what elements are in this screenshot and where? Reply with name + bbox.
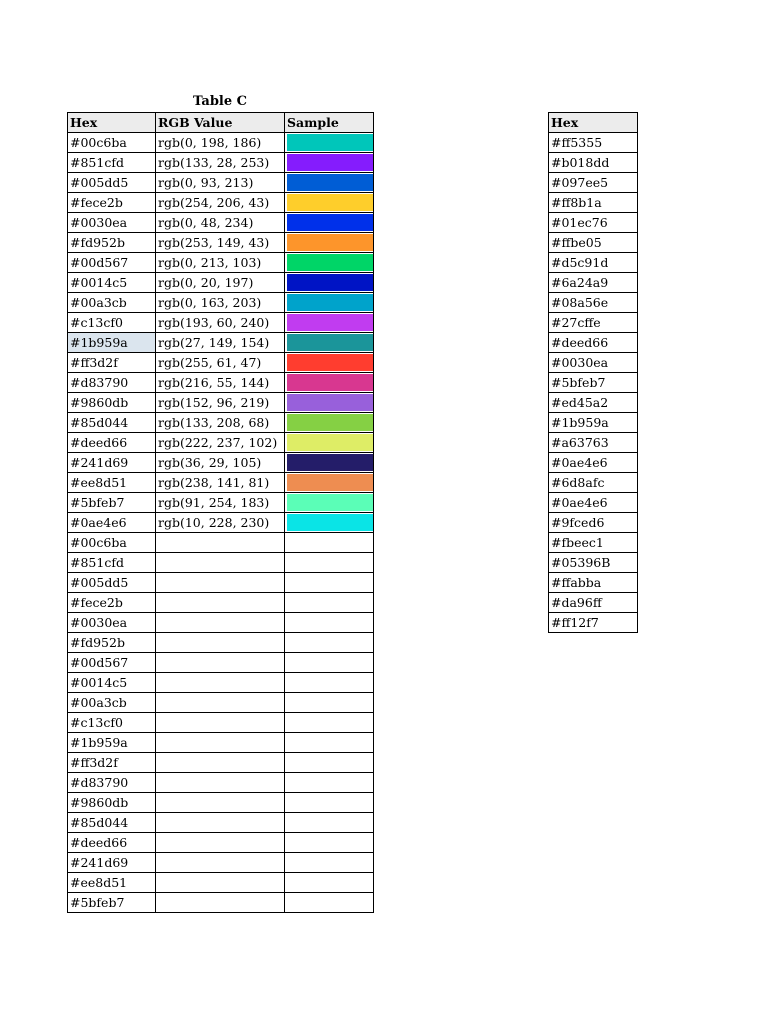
hex-cell[interactable]: #fece2b	[68, 193, 156, 213]
hex-list-cell[interactable]: #0ae4e6	[549, 453, 638, 473]
rgb-value-cell[interactable]: rgb(0, 48, 234)	[156, 213, 285, 233]
list-item	[549, 253, 638, 273]
hex-list-cell[interactable]: #a63763	[549, 433, 638, 453]
hex-cell[interactable]: #fd952b	[68, 233, 156, 253]
rgb-value-cell[interactable]: rgb(254, 206, 43)	[156, 193, 285, 213]
rgb-value-cell[interactable]	[156, 573, 285, 593]
hex-cell[interactable]: #0014c5	[68, 673, 156, 693]
sample-cell[interactable]	[285, 773, 374, 793]
table-row	[68, 613, 374, 633]
list-item	[549, 173, 638, 193]
sample-cell[interactable]	[285, 333, 374, 353]
hex-cell[interactable]: #00a3cb	[68, 693, 156, 713]
color-swatch	[287, 254, 373, 271]
hex-list-cell[interactable]: #deed66	[549, 333, 638, 353]
list-item	[549, 413, 638, 433]
sample-cell[interactable]	[285, 893, 374, 913]
sample-cell[interactable]	[285, 813, 374, 833]
hex-cell[interactable]: #241d69	[68, 453, 156, 473]
header-sample: Sample	[285, 113, 374, 133]
hex-cell[interactable]: #00d567	[68, 253, 156, 273]
rgb-value-cell[interactable]	[156, 673, 285, 693]
sample-cell[interactable]	[285, 793, 374, 813]
color-swatch	[287, 334, 373, 351]
hex-list-cell[interactable]: #5bfeb7	[549, 373, 638, 393]
hex-list-cell[interactable]: #ff12f7	[549, 613, 638, 633]
hex-list-cell[interactable]: #27cffe	[549, 313, 638, 333]
rgb-value-cell[interactable]: rgb(0, 213, 103)	[156, 253, 285, 273]
hex-cell[interactable]: #85d044	[68, 813, 156, 833]
color-swatch	[287, 414, 373, 431]
hex-cell[interactable]: #d83790	[68, 773, 156, 793]
list-item	[549, 333, 638, 353]
table-c-title: Table C	[192, 94, 248, 109]
hex-cell[interactable]: #5bfeb7	[68, 493, 156, 513]
rgb-value-cell[interactable]	[156, 593, 285, 613]
color-swatch	[287, 374, 373, 391]
rgb-value-cell[interactable]: rgb(222, 237, 102)	[156, 433, 285, 453]
table-row	[68, 673, 374, 693]
list-item	[549, 393, 638, 413]
table-row	[68, 193, 374, 213]
hex-list-cell[interactable]: #fbeec1	[549, 533, 638, 553]
sample-cell[interactable]	[285, 673, 374, 693]
rgb-value-cell[interactable]: rgb(238, 141, 81)	[156, 473, 285, 493]
sample-cell[interactable]	[285, 173, 374, 193]
list-item	[549, 153, 638, 173]
sample-cell[interactable]	[285, 373, 374, 393]
list-item	[549, 133, 638, 153]
list-item	[549, 313, 638, 333]
sample-cell[interactable]	[285, 133, 374, 153]
table-row	[68, 853, 374, 873]
hex-cell[interactable]: #00a3cb	[68, 293, 156, 313]
table-row	[68, 833, 374, 853]
sample-cell[interactable]	[285, 273, 374, 293]
rgb-value-cell[interactable]: rgb(253, 149, 43)	[156, 233, 285, 253]
sample-cell[interactable]	[285, 653, 374, 673]
hex-cell[interactable]: #ee8d51	[68, 473, 156, 493]
hex-cell[interactable]: #ff3d2f	[68, 753, 156, 773]
table-row	[68, 733, 374, 753]
table-row	[68, 293, 374, 313]
hex-cell[interactable]: #851cfd	[68, 553, 156, 573]
color-swatch	[287, 294, 373, 311]
hex-cell[interactable]: #0014c5	[68, 273, 156, 293]
rgb-value-cell[interactable]	[156, 733, 285, 753]
list-item	[549, 273, 638, 293]
table-row	[68, 873, 374, 893]
hex-cell[interactable]: #9860db	[68, 393, 156, 413]
sample-cell[interactable]	[285, 593, 374, 613]
rgb-value-cell[interactable]: rgb(152, 96, 219)	[156, 393, 285, 413]
rgb-value-cell[interactable]: rgb(133, 208, 68)	[156, 413, 285, 433]
rgb-value-cell[interactable]: rgb(36, 29, 105)	[156, 453, 285, 473]
sample-cell[interactable]	[285, 253, 374, 273]
hex-list-table	[548, 112, 638, 633]
rgb-value-cell[interactable]: rgb(10, 228, 230)	[156, 513, 285, 533]
list-item	[549, 213, 638, 233]
table-row	[68, 473, 374, 493]
hex-list-header-row	[549, 113, 638, 133]
list-item	[549, 433, 638, 453]
hex-list-cell[interactable]: #ffabba	[549, 573, 638, 593]
hex-cell[interactable]: #fd952b	[68, 633, 156, 653]
table-row	[68, 273, 374, 293]
list-item	[549, 593, 638, 613]
sample-cell[interactable]	[285, 753, 374, 773]
hex-cell[interactable]: #005dd5	[68, 573, 156, 593]
hex-list-cell[interactable]: #ffbe05	[549, 233, 638, 253]
table-row	[68, 393, 374, 413]
rgb-value-cell[interactable]: rgb(91, 254, 183)	[156, 493, 285, 513]
list-item	[549, 293, 638, 313]
table-row	[68, 413, 374, 433]
hex-list-cell[interactable]: #b018dd	[549, 153, 638, 173]
rgb-value-cell[interactable]	[156, 693, 285, 713]
hex-cell[interactable]: #005dd5	[68, 173, 156, 193]
table-row	[68, 333, 374, 353]
list-item	[549, 373, 638, 393]
rgb-value-cell[interactable]	[156, 773, 285, 793]
table-row	[68, 813, 374, 833]
list-item	[549, 553, 638, 573]
hex-list-cell[interactable]: #097ee5	[549, 173, 638, 193]
table-row	[68, 793, 374, 813]
hex-cell[interactable]: #fece2b	[68, 593, 156, 613]
table-row	[68, 773, 374, 793]
table-c-header-row	[68, 113, 374, 133]
hex-cell[interactable]: #0030ea	[68, 213, 156, 233]
sample-cell[interactable]	[285, 633, 374, 653]
sample-cell[interactable]	[285, 533, 374, 553]
header-hex-list: Hex	[549, 113, 638, 133]
sample-cell[interactable]	[285, 853, 374, 873]
sample-cell[interactable]	[285, 453, 374, 473]
table-row	[68, 453, 374, 473]
hex-list-cell[interactable]: #08a56e	[549, 293, 638, 313]
list-item	[549, 353, 638, 373]
table-row	[68, 753, 374, 773]
color-swatch	[287, 474, 373, 491]
sample-cell[interactable]	[285, 833, 374, 853]
rgb-value-cell[interactable]	[156, 553, 285, 573]
hex-cell[interactable]: #deed66	[68, 833, 156, 853]
color-swatch	[287, 174, 373, 191]
hex-cell[interactable]: #00c6ba	[68, 133, 156, 153]
table-row	[68, 493, 374, 513]
hex-cell[interactable]: #85d044	[68, 413, 156, 433]
table-row	[68, 433, 374, 453]
list-item	[549, 473, 638, 493]
table-row	[68, 173, 374, 193]
list-item	[549, 233, 638, 253]
hex-list-cell[interactable]: #0030ea	[549, 353, 638, 373]
hex-list-cell[interactable]: #6d8afc	[549, 473, 638, 493]
rgb-value-cell[interactable]	[156, 893, 285, 913]
color-swatch	[287, 194, 373, 211]
sample-cell[interactable]	[285, 513, 374, 533]
sample-cell[interactable]	[285, 313, 374, 333]
rgb-value-cell[interactable]	[156, 813, 285, 833]
rgb-value-cell[interactable]	[156, 833, 285, 853]
sample-cell[interactable]	[285, 493, 374, 513]
hex-list-cell[interactable]: #d5c91d	[549, 253, 638, 273]
hex-cell[interactable]: #1b959a	[68, 333, 156, 353]
hex-list-cell[interactable]: #ff5355	[549, 133, 638, 153]
list-item	[549, 613, 638, 633]
color-swatch	[287, 494, 373, 511]
color-swatch	[287, 314, 373, 331]
rgb-value-cell[interactable]: rgb(133, 28, 253)	[156, 153, 285, 173]
table-row	[68, 153, 374, 173]
color-swatch	[287, 214, 373, 231]
table-row	[68, 553, 374, 573]
rgb-value-cell[interactable]	[156, 533, 285, 553]
sample-cell[interactable]	[285, 573, 374, 593]
hex-cell[interactable]: #c13cf0	[68, 713, 156, 733]
sample-cell[interactable]	[285, 873, 374, 893]
hex-list-cell[interactable]: #0ae4e6	[549, 493, 638, 513]
hex-cell[interactable]: #deed66	[68, 433, 156, 453]
sample-cell[interactable]	[285, 153, 374, 173]
rgb-value-cell[interactable]: rgb(255, 61, 47)	[156, 353, 285, 373]
color-swatch	[287, 234, 373, 251]
table-row	[68, 893, 374, 913]
header-rgb-value: RGB Value	[156, 113, 285, 133]
table-c	[67, 112, 374, 913]
table-row	[68, 233, 374, 253]
hex-cell[interactable]: #0030ea	[68, 613, 156, 633]
hex-list-cell[interactable]: #01ec76	[549, 213, 638, 233]
hex-cell[interactable]: #d83790	[68, 373, 156, 393]
list-item	[549, 573, 638, 593]
hex-cell[interactable]: #ee8d51	[68, 873, 156, 893]
sample-cell[interactable]	[285, 233, 374, 253]
rgb-value-cell[interactable]	[156, 853, 285, 873]
hex-cell[interactable]: #851cfd	[68, 153, 156, 173]
table-row	[68, 693, 374, 713]
sample-cell[interactable]	[285, 473, 374, 493]
table-row	[68, 133, 374, 153]
list-item	[549, 193, 638, 213]
list-item	[549, 513, 638, 533]
color-swatch	[287, 514, 373, 531]
header-hex: Hex	[68, 113, 156, 133]
table-row	[68, 513, 374, 533]
table-row	[68, 213, 374, 233]
list-item	[549, 533, 638, 553]
rgb-value-cell[interactable]	[156, 633, 285, 653]
hex-cell[interactable]: #00d567	[68, 653, 156, 673]
sample-cell[interactable]	[285, 213, 374, 233]
sample-cell[interactable]	[285, 613, 374, 633]
sample-cell[interactable]	[285, 693, 374, 713]
table-row	[68, 653, 374, 673]
table-row	[68, 533, 374, 553]
table-row	[68, 573, 374, 593]
hex-list-cell[interactable]: #05396B	[549, 553, 638, 573]
rgb-value-cell[interactable]: rgb(216, 55, 144)	[156, 373, 285, 393]
hex-cell[interactable]: #5bfeb7	[68, 893, 156, 913]
rgb-value-cell[interactable]	[156, 793, 285, 813]
color-swatch	[287, 134, 373, 151]
hex-cell[interactable]: #ff3d2f	[68, 353, 156, 373]
table-row	[68, 313, 374, 333]
table-row	[68, 633, 374, 653]
color-swatch	[287, 354, 373, 371]
rgb-value-cell[interactable]	[156, 653, 285, 673]
table-row	[68, 593, 374, 613]
table-row	[68, 353, 374, 373]
sample-cell[interactable]	[285, 293, 374, 313]
hex-cell[interactable]: #00c6ba	[68, 533, 156, 553]
hex-cell[interactable]: #9860db	[68, 793, 156, 813]
hex-cell[interactable]: #241d69	[68, 853, 156, 873]
hex-cell[interactable]: #0ae4e6	[68, 513, 156, 533]
sample-cell[interactable]	[285, 393, 374, 413]
hex-list-cell[interactable]: #ed45a2	[549, 393, 638, 413]
hex-list-cell[interactable]: #6a24a9	[549, 273, 638, 293]
hex-list-cell[interactable]: #9fced6	[549, 513, 638, 533]
table-row	[68, 713, 374, 733]
hex-cell[interactable]: #c13cf0	[68, 313, 156, 333]
hex-list-cell[interactable]: #ff8b1a	[549, 193, 638, 213]
rgb-value-cell[interactable]: rgb(0, 163, 203)	[156, 293, 285, 313]
sample-cell[interactable]	[285, 713, 374, 733]
sample-cell[interactable]	[285, 733, 374, 753]
sample-cell[interactable]	[285, 433, 374, 453]
color-swatch	[287, 274, 373, 291]
rgb-value-cell[interactable]: rgb(0, 198, 186)	[156, 133, 285, 153]
rgb-value-cell[interactable]: rgb(27, 149, 154)	[156, 333, 285, 353]
sample-cell[interactable]	[285, 413, 374, 433]
hex-list-cell[interactable]: #1b959a	[549, 413, 638, 433]
hex-cell[interactable]: #1b959a	[68, 733, 156, 753]
table-row	[68, 253, 374, 273]
table-row	[68, 373, 374, 393]
list-item	[549, 493, 638, 513]
color-swatch	[287, 434, 373, 451]
rgb-value-cell[interactable]: rgb(0, 20, 197)	[156, 273, 285, 293]
color-swatch	[287, 394, 373, 411]
sample-cell[interactable]	[285, 353, 374, 373]
rgb-value-cell[interactable]: rgb(193, 60, 240)	[156, 313, 285, 333]
hex-list-cell[interactable]: #da96ff	[549, 593, 638, 613]
color-swatch	[287, 454, 373, 471]
sample-cell[interactable]	[285, 553, 374, 573]
sample-cell[interactable]	[285, 193, 374, 213]
list-item	[549, 453, 638, 473]
rgb-value-cell[interactable]	[156, 753, 285, 773]
rgb-value-cell[interactable]: rgb(0, 93, 213)	[156, 173, 285, 193]
rgb-value-cell[interactable]	[156, 613, 285, 633]
rgb-value-cell[interactable]	[156, 873, 285, 893]
color-swatch	[287, 154, 373, 171]
rgb-value-cell[interactable]	[156, 713, 285, 733]
